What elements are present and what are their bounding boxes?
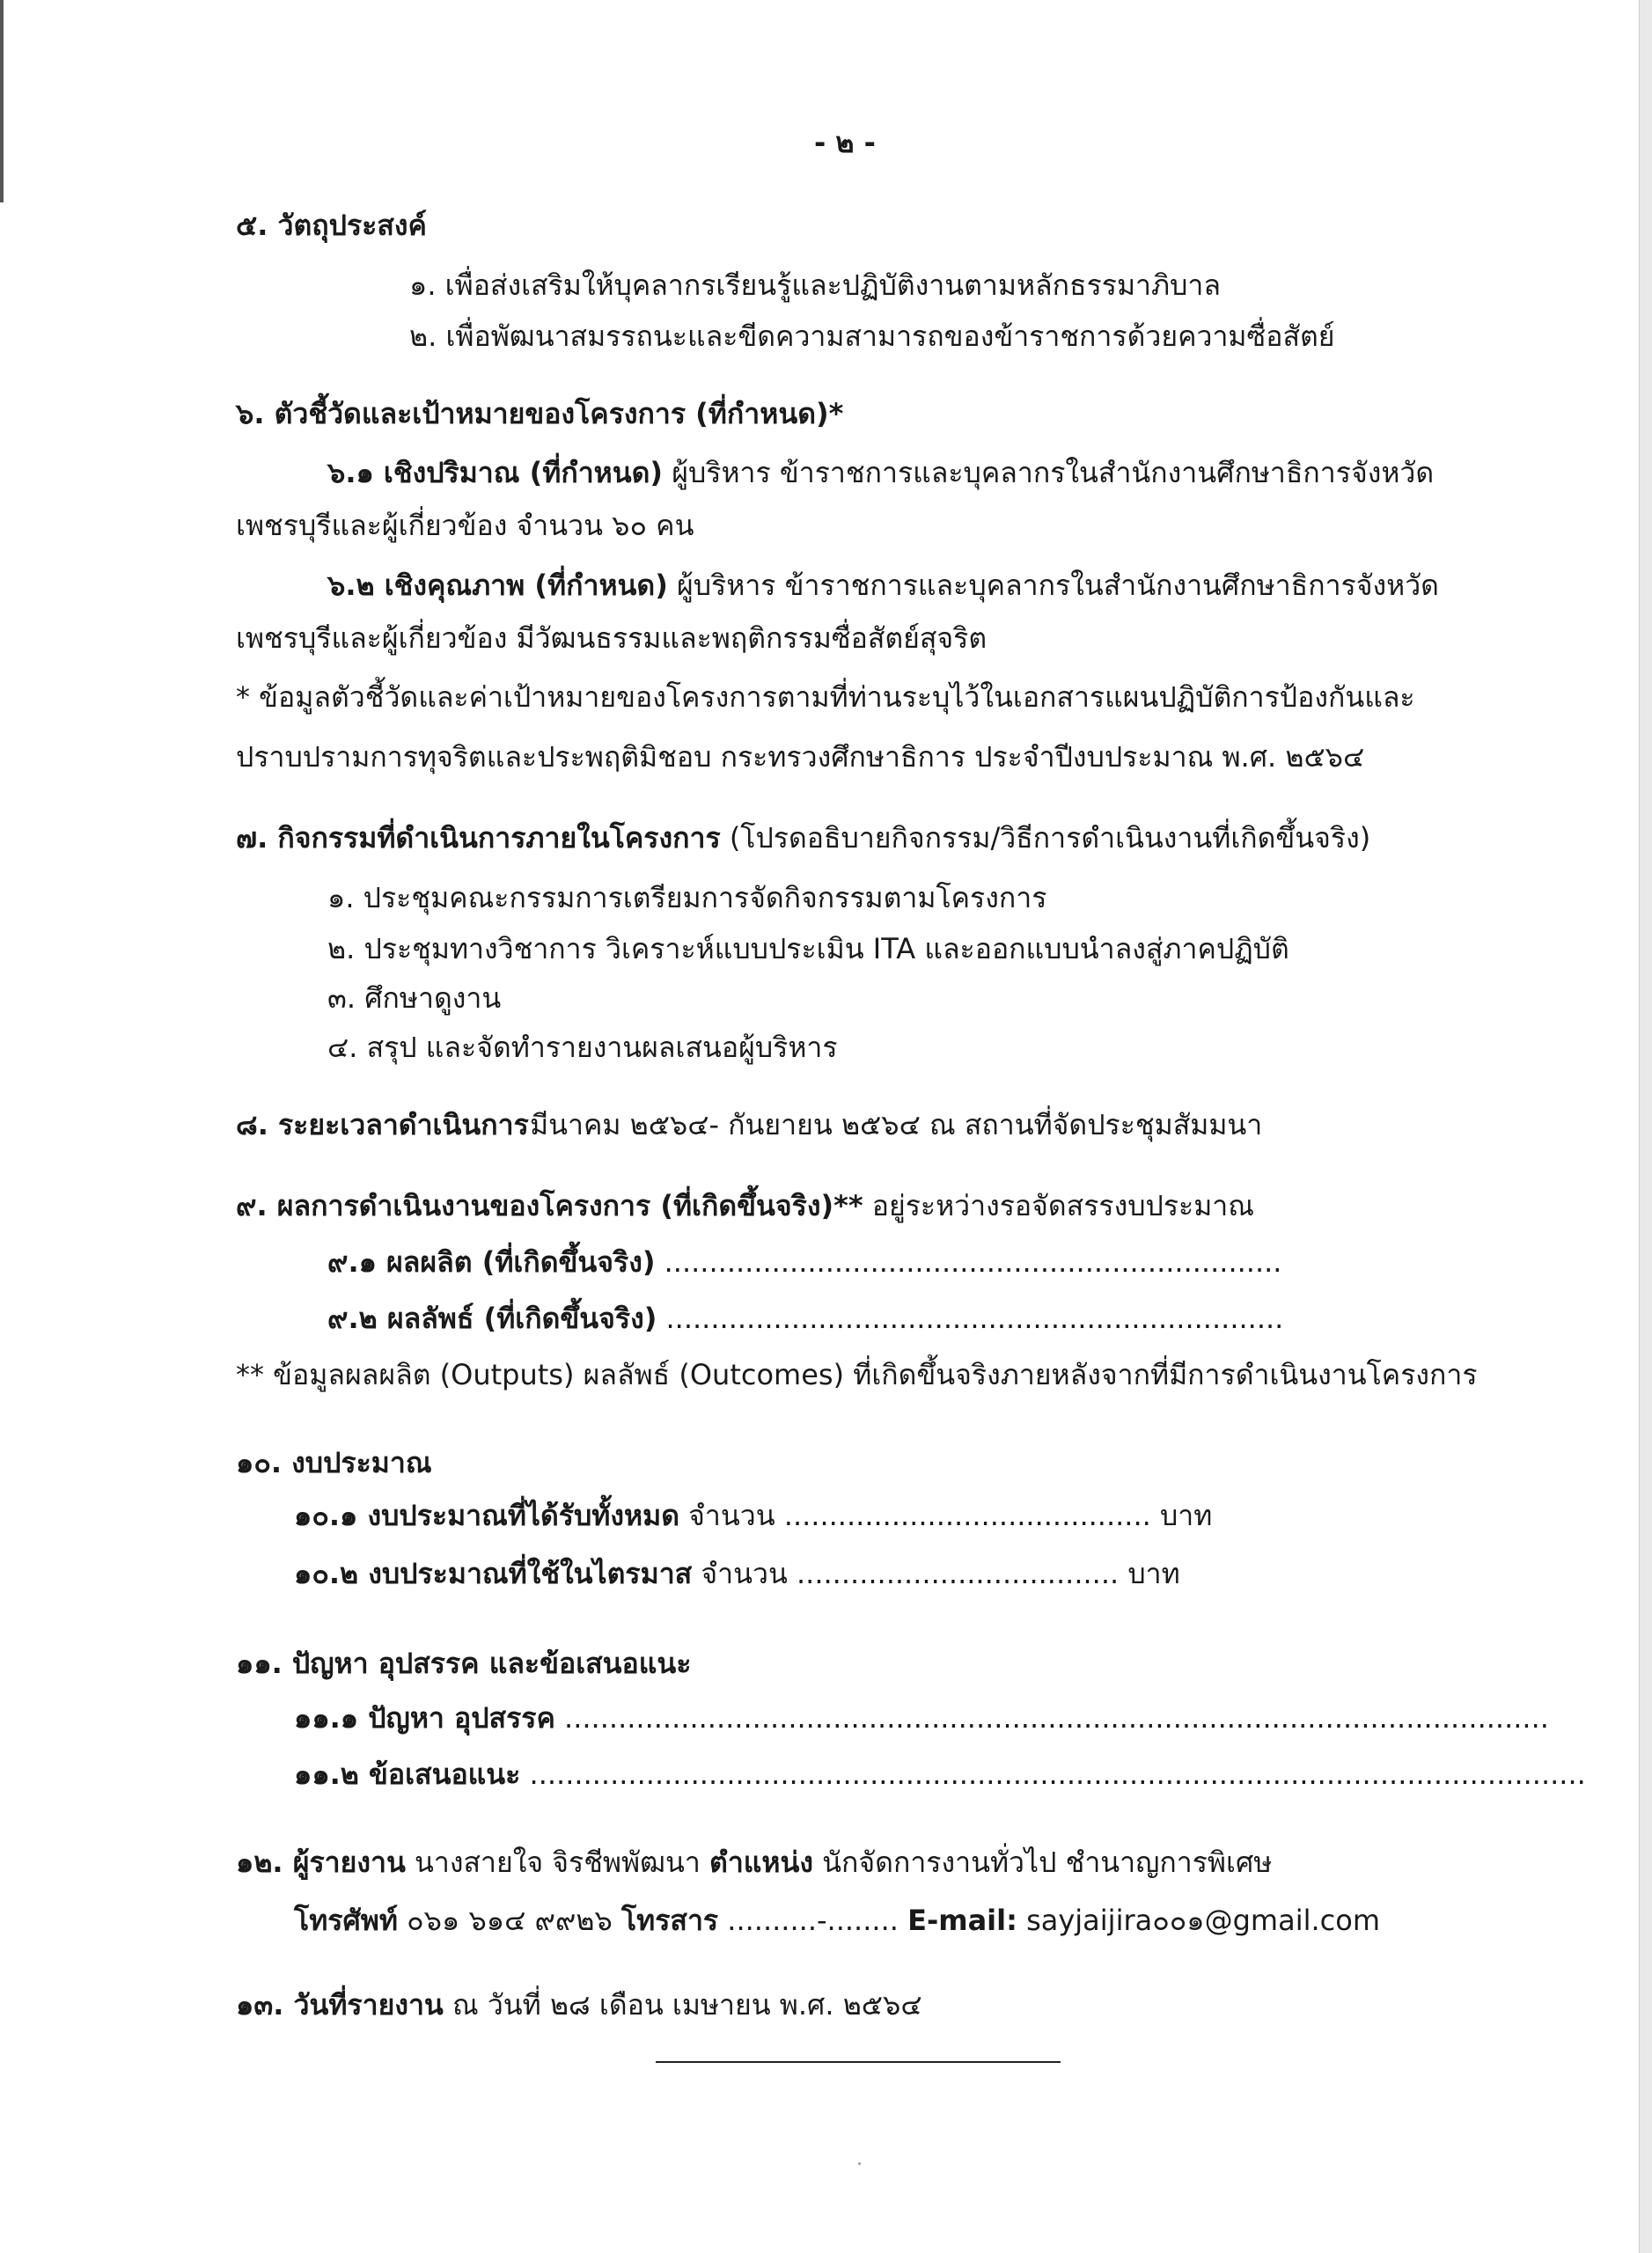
- report-date-label: ๑๓. วันที่รายงาน: [236, 1988, 444, 2022]
- budget-total-text: จำนวน ......................................... บาท: [679, 1499, 1213, 1532]
- fax-value: ..........-........: [718, 1904, 908, 1937]
- duration-text: มีนาคม ๒๕๖๔- กันยายน ๒๕๖๔ ณ สถานที่จัดประชุมสัมมนา: [530, 1108, 1263, 1141]
- problem-label: ปัญหา อุปสรรค: [358, 1701, 555, 1735]
- budget-total-label: ๑๐.๑ งบประมาณที่ได้รับทั้งหมด: [294, 1499, 679, 1532]
- section-6-heading: ๖. ตัวชี้วัดและเป้าหมายของโครงการ (ที่กำหนด)*: [236, 397, 844, 430]
- position-label: ตำแหน่ง: [709, 1846, 813, 1879]
- reporter-name: นางสายใจ จิรชีพพัฒนา: [405, 1846, 710, 1879]
- section-7-note: (โปรดอธิบายกิจกรรม/วิธีการดำเนินงานที่เกิดขึ้นจริง): [720, 821, 1371, 855]
- output-label: ๙.๑ ผลผลิต (ที่เกิดขึ้นจริง): [327, 1245, 656, 1279]
- activity-4: ๔. สรุป และจัดทำรายงานผลเสนอผู้บริหาร: [327, 1031, 838, 1064]
- scan-right-edge: [1639, 0, 1652, 2253]
- report-date-value: ณ วันที่ ๒๘ เดือน เมษายน พ.ศ. ๒๕๖๔: [443, 1988, 922, 2022]
- budget-used: [294, 1554, 1180, 1593]
- section-8-heading: ๘. ระยะเวลาดำเนินการ: [236, 1108, 529, 1141]
- output-fill: .....................................................................: [655, 1245, 1282, 1279]
- quantity-text: ผู้บริหาร ข้าราชการและบุคลากรในสำนักงานศึกษาธิการจังหวัด: [663, 456, 1435, 489]
- quality-indicator: [327, 566, 1439, 605]
- problem-line: [294, 1699, 1549, 1737]
- closing-rule: [656, 2061, 1061, 2063]
- section-5-heading: ๕. วัตถุประสงค์: [236, 209, 427, 242]
- section-7-title: ๗. กิจกรรมที่ดำเนินการภายในโครงการ: [236, 821, 721, 855]
- fax-label: โทรสาร: [620, 1904, 719, 1937]
- indicator-note-2: ปราบปรามการทุจริตและประพฤติมิชอบ กระทรวงศึกษาธิการ ประจำปีงบประมาณ พ.ศ. ๒๕๖๔: [236, 740, 1365, 774]
- outcome-label: ๙.๒ ผลลัพธ์ (ที่เกิดขึ้นจริง): [327, 1302, 657, 1335]
- reporter-label: ๑๒. ผู้รายงาน: [236, 1846, 406, 1879]
- quality-text: ผู้บริหาร ข้าราชการและบุคลากรในสำนักงานศึกษาธิการจังหวัด: [667, 569, 1439, 602]
- indicator-note-1: * ข้อมูลตัวชี้วัดและค่าเป้าหมายของโครงการตามที่ท่านระบุไว้ในเอกสารแผนปฏิบัติการป้องกันและ: [236, 680, 1415, 714]
- email-value: sayjaijira๐๐๑@gmail.com: [1017, 1904, 1380, 1937]
- results-note: ** ข้อมูลผลผลิต (Outputs) ผลลัพธ์ (Outcomes) ที่เกิดขึ้นจริงภายหลังจากที่มีการดำเนินงานโครงการ: [236, 1358, 1478, 1391]
- section-9-status: อยู่ระหว่างรอจัดสรรงบประมาณ: [863, 1189, 1254, 1222]
- budget-total: [294, 1496, 1212, 1535]
- outcome-fill: .....................................................................: [657, 1302, 1284, 1335]
- budget-used-text: จำนวน .................................... บาท: [692, 1557, 1180, 1590]
- output-line: [327, 1243, 1281, 1281]
- quality-label: ๖.๒ เชิงคุณภาพ (ที่กำหนด): [327, 569, 668, 602]
- activity-2: ๒. ประชุมทางวิชาการ วิเคราะห์แบบประเมิน ITA และออกแบบนำลงสู่ภาคปฏิบัติ: [327, 932, 1289, 965]
- quantity-text-cont: เพชรบุรีและผู้เกี่ยวข้อง จำนวน ๖๐ คน: [236, 509, 694, 542]
- section-9-title: ๙. ผลการดำเนินงานของโครงการ (ที่เกิดขึ้นจริง)**: [236, 1189, 863, 1222]
- budget-used-label: ๑๐.๒ งบประมาณที่ใช้ในไตรมาส: [294, 1557, 693, 1590]
- quantity-label: ๖.๑ เชิงปริมาณ (ที่กำหนด): [327, 456, 664, 489]
- section-11-heading: ๑๑. ปัญหา อุปสรรค และข้อเสนอแนะ: [236, 1647, 692, 1680]
- report-date-line: [236, 1985, 922, 2024]
- section-7-heading: [236, 818, 1370, 857]
- reporter-line: [236, 1843, 1272, 1882]
- email-label: E-mail:: [907, 1904, 1017, 1937]
- problem-fill: ..............................................................................................................: [554, 1701, 1549, 1735]
- quality-text-cont: เพชรบุรีและผู้เกี่ยวข้อง มีวัฒนธรรมและพฤติกรรมซื่อสัตย์สุจริต: [236, 621, 988, 655]
- objective-1: ๑. เพื่อส่งเสริมให้บุคลากรเรียนรู้และปฏิบัติงานตามหลักธรรมาภิบาล: [409, 268, 1221, 302]
- section-9-heading: [236, 1186, 1254, 1225]
- scan-left-edge: [0, 0, 4, 202]
- contact-line: [294, 1901, 1380, 1940]
- activity-1: ๑. ประชุมคณะกรรมการเตรียมการจัดกิจกรรมตามโครงการ: [327, 881, 1047, 914]
- section-10-heading: ๑๐. งบประมาณ: [236, 1446, 432, 1479]
- suggestion-label: ๑๑.๒ ข้อเสนอแนะ: [294, 1758, 521, 1791]
- suggestion-fill: ......................................................................................................................: [520, 1758, 1586, 1791]
- problem-number: ๑๑.๑: [294, 1701, 359, 1735]
- objective-2: ๒. เพื่อพัฒนาสมรรถนะและขีดความสามารถของข้าราชการด้วยความซื่อสัตย์: [409, 319, 1335, 353]
- page-number: - ๒ -: [814, 126, 876, 159]
- phone-label: โทรศัพท์: [294, 1904, 398, 1937]
- activity-3: ๓. ศึกษาดูงาน: [327, 981, 502, 1015]
- position-value: นักจัดการงานทั่วไป ชำนาญการพิเศษ: [813, 1846, 1273, 1879]
- quantity-indicator: [327, 453, 1434, 492]
- outcome-line: [327, 1299, 1283, 1338]
- scan-speck: [858, 2162, 861, 2165]
- suggestion-line: [294, 1755, 1586, 1794]
- phone-value: ๐๖๑ ๖๑๔ ๙๙๒๖: [397, 1904, 621, 1937]
